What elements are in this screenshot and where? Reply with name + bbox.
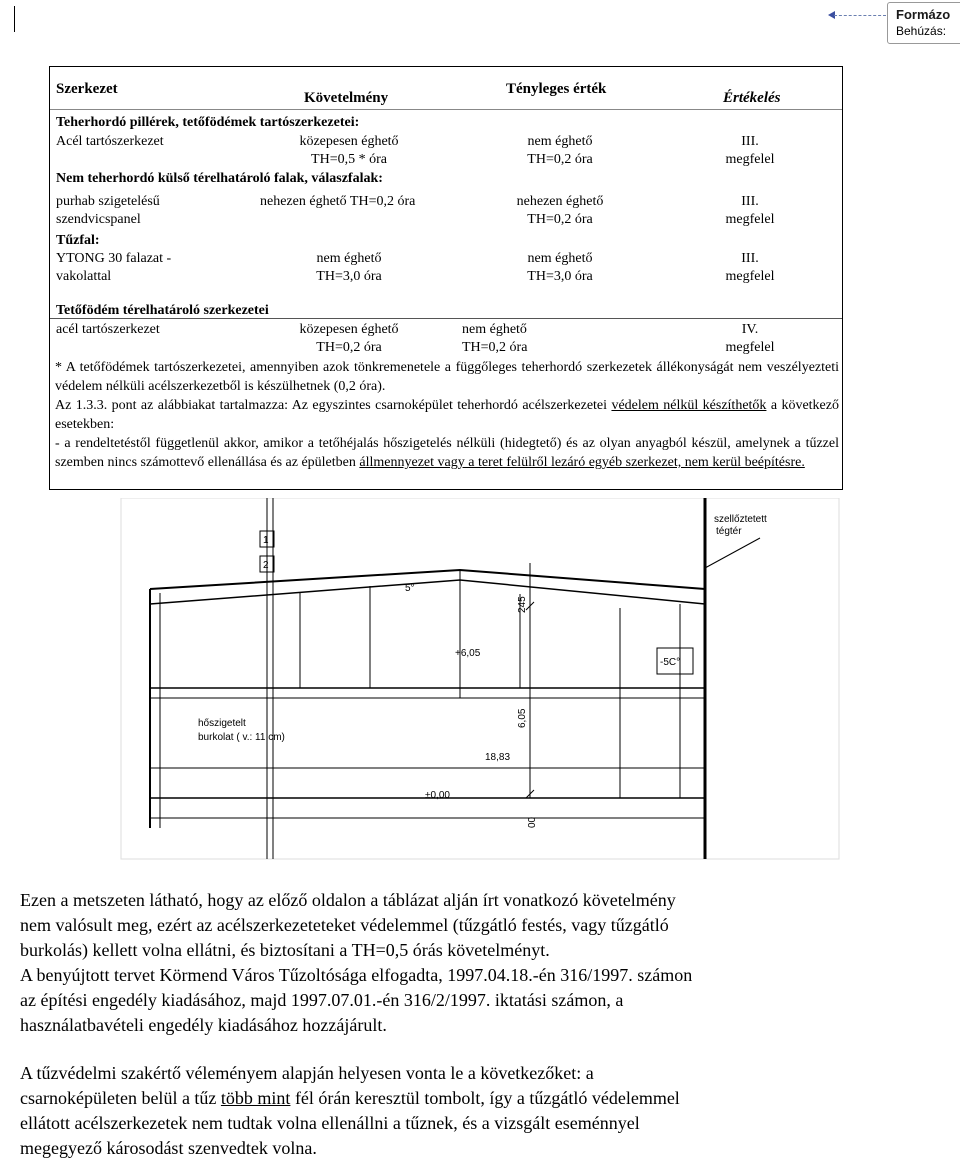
- row2-actual-1: nehezen éghető: [516, 194, 604, 209]
- section-load-bearing: Teherhordó pillérek, tetőfödémek tartószerkezetei:: [56, 115, 360, 130]
- p3-line-2-b: fél órán keresztül tombolt, így a tűzgátló védelemmel: [290, 1088, 680, 1108]
- row4-requirement-1: közepesen éghető: [299, 322, 399, 337]
- row4-requirement-2: TH=0,2 óra: [316, 340, 382, 355]
- table-footnote: [55, 358, 839, 396]
- p1-line-1: Ezen a metszeten látható, hogy az előző oldalon a táblázat alján írt vonatkozó követelmény: [20, 890, 676, 910]
- row2-eval-2: megfelel: [725, 212, 775, 227]
- fire-requirements-table: [49, 66, 843, 490]
- paragraph-requirement: [20, 888, 833, 1038]
- row1-structure: Acél tartószerkezet: [56, 134, 164, 149]
- row2-actual-2: TH=0,2 óra: [527, 212, 593, 227]
- p3-line-2-underlined: több mint: [220, 1088, 291, 1108]
- label-insulated: hőszigetelt: [198, 718, 246, 729]
- row1-actual-2: TH=0,2 óra: [527, 152, 593, 167]
- note-section-text: Az 1.3.3. pont az alábbiakat tartalmazza: Az egyszintes csarnoképület teherhordó acélszerkezetei: [55, 398, 612, 413]
- p3-line-2-a: csarnoképületen belül a tűz: [20, 1088, 221, 1108]
- p3-line-4: megegyező károsodást szenvedtek volna.: [20, 1138, 317, 1158]
- row4-eval-1: IV.: [741, 322, 759, 337]
- p3-line-1: A tűzvédelmi szakértő véleményem alapján helyesen vonta le a következőket: a: [20, 1063, 594, 1083]
- section-roof-slab: Tetőfödém térelhatároló szerkezetei: [56, 303, 269, 318]
- note-section-tail: a következő esetekben:: [55, 398, 839, 432]
- section-non-load-bearing: Nem teherhordó külső térelhatároló falak, válaszfalak:: [56, 171, 383, 186]
- label-box-1: 1: [263, 535, 269, 546]
- header-structure: Szerkezet: [56, 81, 118, 97]
- row1-eval-1: III.: [741, 134, 759, 149]
- header-requirement: Követelmény: [304, 90, 389, 106]
- table-note-condition: [55, 434, 839, 472]
- row1-actual-1: nem éghető: [527, 134, 593, 149]
- p2-line-3: használatbavételi engedély kiadásához hozzájárult.: [20, 1015, 387, 1035]
- section-divider: [50, 318, 842, 319]
- label-span: 18,83: [485, 752, 511, 763]
- p2-line-2: az építési engedély kiadásához, majd 1997.07.01.-én 316/2/1997. iktatási számon, a: [20, 990, 624, 1010]
- row1-eval-2: megfelel: [725, 152, 775, 167]
- row2-structure-2: szendvicspanel: [56, 212, 141, 227]
- label-slope: 5°: [405, 583, 415, 594]
- row3-eval-1: III.: [741, 251, 759, 266]
- label-dim-605: 6,05: [517, 708, 528, 728]
- row4-actual-2: TH=0,2 óra: [462, 340, 528, 355]
- row3-actual-1: nem éghető: [527, 251, 593, 266]
- p2-line-1: A benyújtott tervet Körmend Város Tűzoltósága elfogadta, 1997.04.18.-én 316/1997. számon: [20, 965, 693, 985]
- row3-structure-2: vakolattal: [56, 269, 112, 284]
- table-note-section: [55, 396, 839, 434]
- row1-requirement-2: TH=0,5 * óra: [311, 152, 387, 167]
- footnote-asterisk-text: * A tetőfödémek tartószerkezetei, amennyiben azok tönkremenetele a függőleges teherhordó szerkezetek állékonyságát nem veszélyezteti védelem nélküli acélszerkezetből is készülhetnek (0,2 óra).: [55, 360, 839, 394]
- header-evaluation: Értékelés: [723, 90, 781, 106]
- format-comment-balloon[interactable]: [887, 2, 960, 44]
- row3-requirement-2: TH=3,0 óra: [316, 269, 382, 284]
- header-actual: Tényleges érték: [506, 81, 607, 97]
- p1-line-2: nem valósult meg, ezért az acélszerkezeteteket védelemmel (tűzgátló festés, vagy tűzgátló: [20, 915, 669, 935]
- label-brick-space: tégtér: [716, 526, 742, 537]
- note-condition-text: - a rendeltetéstől függetlenül akkor, amikor a tetőhéjalás hőszigetelés nélküli (hidegtető) és az olyan anyagból készül, amelynek a tűzzel szemben nincs számottevő ellenállása és az épületben: [55, 436, 839, 470]
- row3-requirement-1: nem éghető: [316, 251, 382, 266]
- row3-actual-2: TH=3,0 óra: [527, 269, 593, 284]
- p3-line-3: ellátott acélszerkezetek nem tudtak volna ellenállni a tűznek, és a vizsgált eseménnyel: [20, 1113, 640, 1133]
- header-divider: [50, 109, 842, 110]
- text-cursor: [14, 6, 15, 32]
- row4-eval-2: megfelel: [725, 340, 775, 355]
- p3-line-2: [20, 1086, 833, 1111]
- note-condition-underlined: állmennyezet vagy a teret felülről lezáró egyéb szerkezet, nem kerül beépítésre.: [359, 455, 805, 470]
- row2-requirement: nehezen éghető TH=0,2 óra: [260, 194, 416, 209]
- section-firewall: Tűzfal:: [56, 233, 100, 248]
- paragraph-expert-opinion: [20, 1061, 833, 1161]
- label-cladding: burkolat ( v.: 11 cm): [198, 732, 285, 743]
- row1-requirement-1: közepesen éghető: [299, 134, 399, 149]
- label-ventilated: szellőztetett: [714, 514, 767, 525]
- label-dim-245: 245: [517, 596, 528, 613]
- label-height: +6,05: [455, 648, 481, 659]
- row3-structure-1: YTONG 30 falazat -: [56, 251, 172, 266]
- comment-title: Formázo: [896, 7, 951, 22]
- label-dim-00: 00: [527, 816, 538, 828]
- label-temperature: -5C°: [660, 657, 681, 668]
- label-box-2: 2: [263, 560, 269, 571]
- row4-structure: acél tartószerkezet: [56, 322, 160, 337]
- comment-connector: [834, 15, 886, 16]
- note-section-underlined: védelem nélkül készíthetők: [611, 398, 767, 413]
- row4-actual-1: nem éghető: [462, 322, 527, 337]
- row2-eval-1: III.: [741, 194, 759, 209]
- label-level: ±0,00: [425, 790, 450, 801]
- comment-detail: Behúzás:: [896, 24, 947, 38]
- row3-eval-2: megfelel: [725, 269, 775, 284]
- building-section-drawing: [120, 498, 840, 860]
- p1-line-3: burkolás) kellett volna ellátni, és biztosítani a TH=0,5 órás követelményt.: [20, 940, 550, 960]
- row2-structure-1: purhab szigetelésű: [56, 194, 160, 209]
